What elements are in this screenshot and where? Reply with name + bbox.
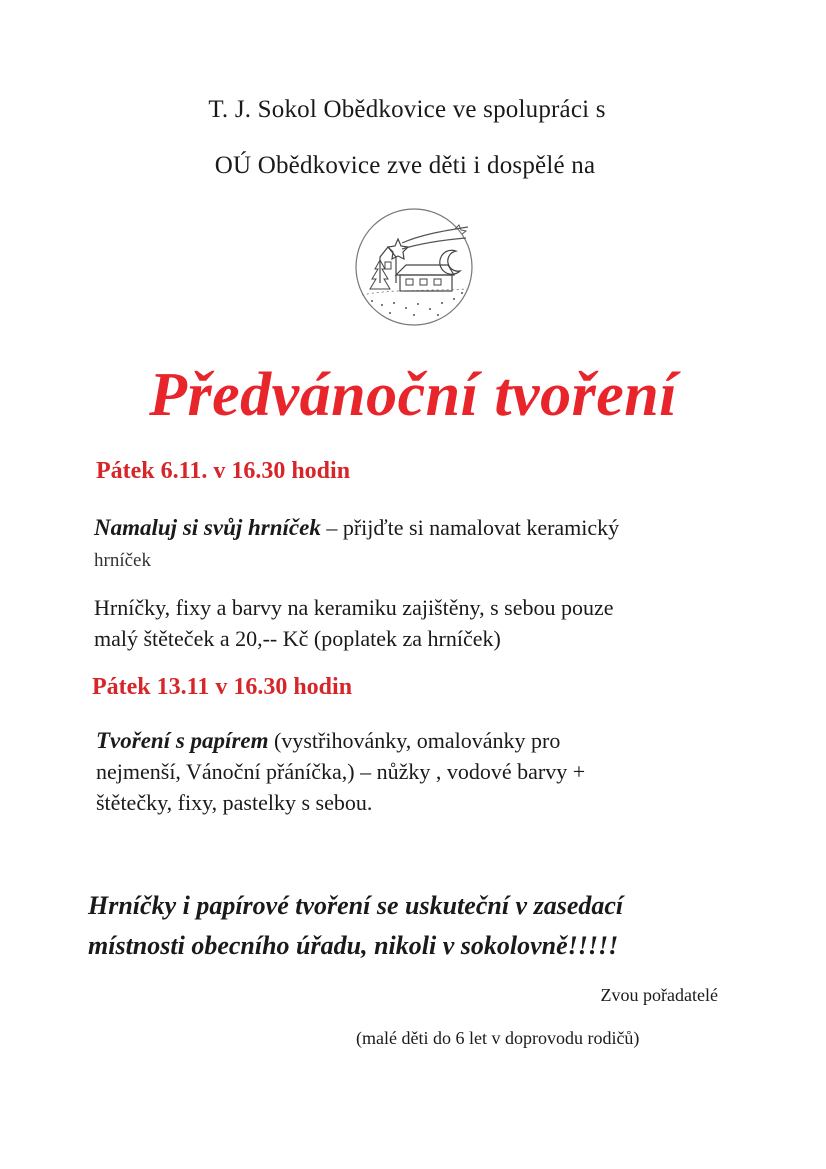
event-1-details-line-2: malý štěteček a 20,-- Kč (poplatek za hrníček): [94, 626, 501, 651]
event-1-description: [94, 512, 734, 576]
children-footnote: (malé děti do 6 let v doprovodu rodičů): [356, 1028, 640, 1048]
venue-notice-line-2: místnosti obecního úřadu, nikoli v sokolovně!!!!!: [88, 931, 619, 960]
event-2-desc-line-1: (vystřihovánky, omalovánky pro: [268, 728, 561, 753]
event-1-details-line-1: Hrníčky, fixy a barvy na keramiku zajištěny, s sebou pouze: [94, 595, 614, 620]
intro-line-1: T. J. Sokol Obědkovice ve spolupráci s: [208, 96, 606, 123]
event-2-desc-line-2: nejmenší, Vánoční přáníčka,) – nůžky , vodové barvy +: [96, 759, 586, 784]
event-2-desc-line-3: štětečky, fixy, pastelky s sebou.: [96, 790, 373, 815]
venue-notice-line-1: Hrníčky i papírové tvoření se uskuteční v zasedací: [88, 891, 624, 920]
intro-line-2: OÚ Obědkovice zve děti i dospělé na: [214, 152, 596, 179]
organizers-signature: Zvou pořadatelé: [600, 985, 718, 1005]
event-2-description: [96, 725, 656, 818]
event-2-heading: Pátek 13.11 v 16.30 hodin: [92, 674, 353, 700]
event-2-name: Tvoření s papírem: [96, 728, 269, 753]
event-1-name: Namaluj si svůj hrníček: [94, 515, 321, 540]
event-1-heading: Pátek 6.11. v 16.30 hodin: [96, 458, 351, 484]
event-1-desc-line-2: hrníček: [94, 550, 151, 571]
event-1-desc-line-1: – přijďte si namalovat keramický: [320, 515, 620, 540]
christmas-village-comet-icon: [350, 205, 480, 330]
venue-notice: [88, 886, 748, 966]
page-title: Předvánoční tvoření: [149, 361, 677, 429]
event-1-details: [94, 592, 714, 654]
